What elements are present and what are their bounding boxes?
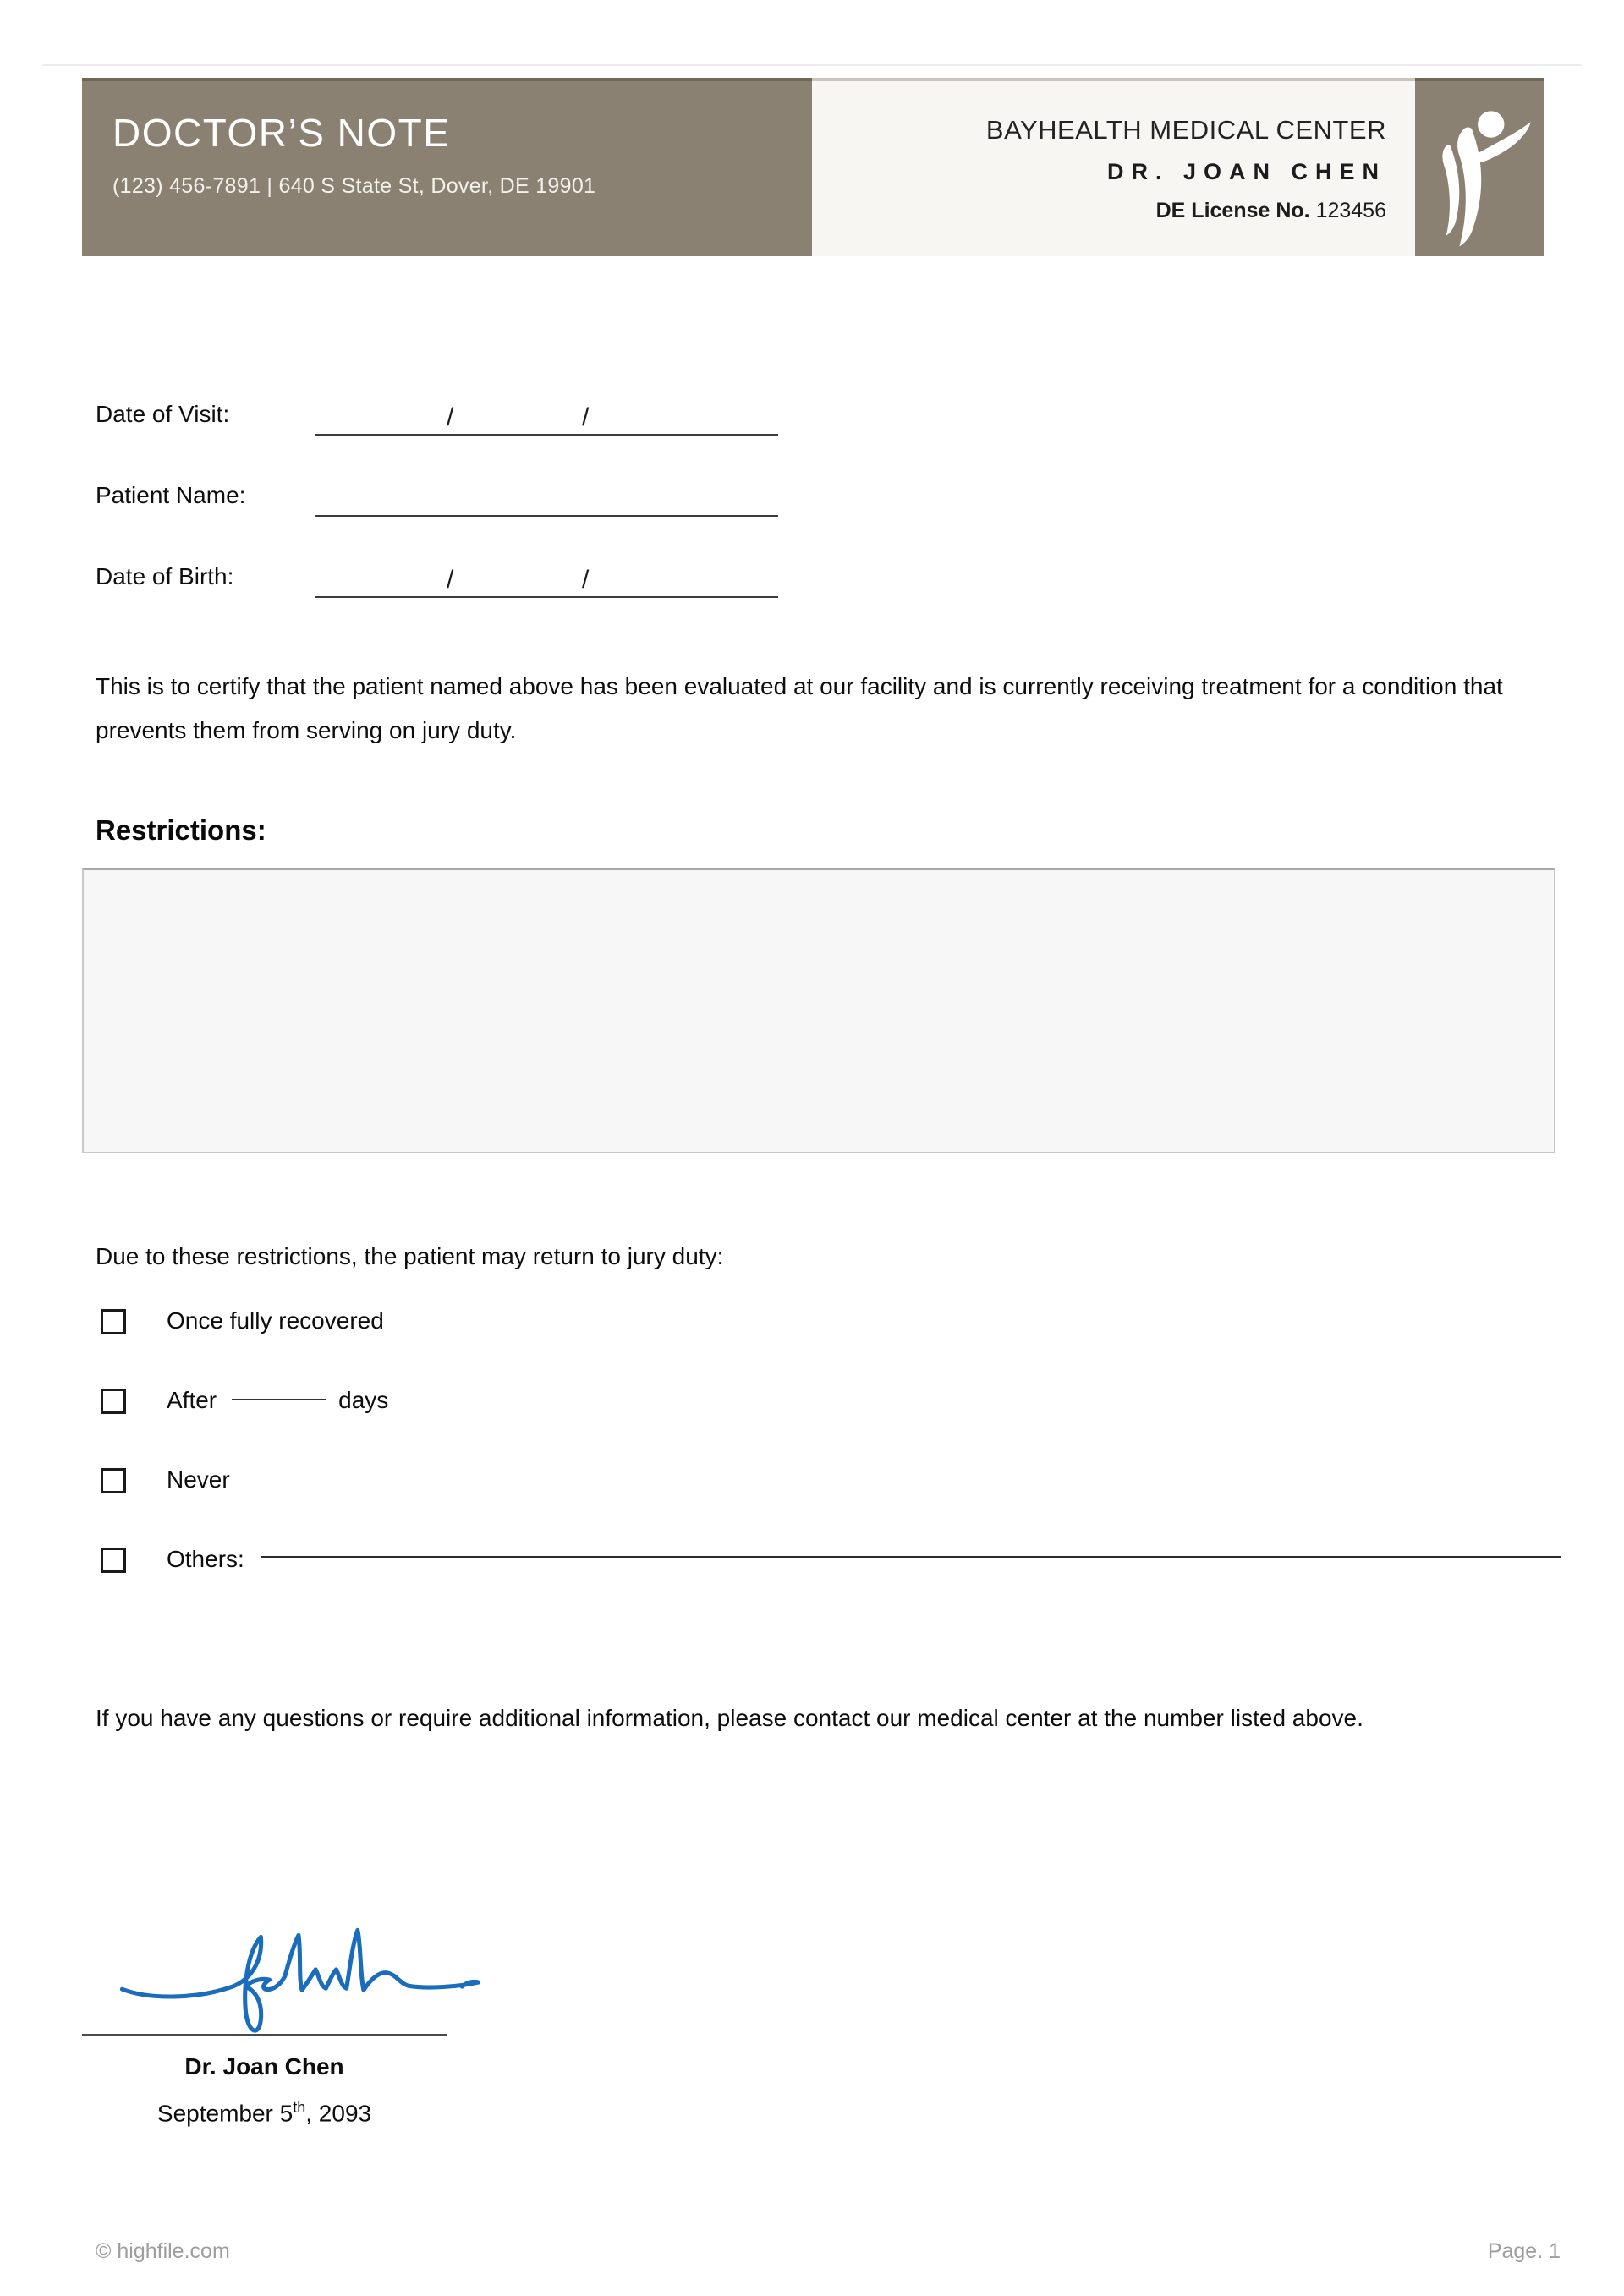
top-hairline-divider xyxy=(42,64,1582,66)
signature-date-year: , 2093 xyxy=(305,2100,372,2127)
certification-text: This is to certify that the patient named above has been evaluated at our facility and is currently receiving treatment for a condition that prevents them from serving on jury duty. xyxy=(96,673,1503,743)
others-input-line[interactable] xyxy=(261,1556,1561,1558)
clinic-name: BAYHEALTH MEDICAL CENTER xyxy=(985,114,1386,145)
date-slash: / xyxy=(582,566,590,594)
after-days-checkbox[interactable] xyxy=(101,1389,126,1414)
signature-line xyxy=(82,2034,447,2036)
return-intro-text: Due to these restrictions, the patient may return to jury duty: xyxy=(96,1243,724,1269)
once-recovered-label: Once fully recovered xyxy=(167,1307,384,1334)
footer-page-number: Page. 1 xyxy=(1487,2239,1561,2263)
others-checkbox[interactable] xyxy=(101,1548,126,1573)
restrictions-input-box[interactable] xyxy=(82,868,1555,1153)
never-label: Never xyxy=(167,1466,230,1493)
after-label: After xyxy=(167,1387,217,1413)
never-checkbox[interactable] xyxy=(101,1468,126,1493)
header-title-block xyxy=(82,78,812,256)
once-recovered-checkbox[interactable] xyxy=(101,1309,126,1334)
patient-name-label: Patient Name: xyxy=(96,482,246,508)
clinic-contact-line: (123) 456-7891 | 640 S State St, Dover, DE 19901 xyxy=(112,174,596,198)
date-slash: / xyxy=(582,403,590,431)
license-label: DE License No. xyxy=(1155,198,1310,222)
days-label: days xyxy=(338,1387,389,1413)
doctor-name: DR. JOAN CHEN xyxy=(1106,158,1386,184)
document-title: DOCTOR’S NOTE xyxy=(112,111,451,155)
license-line xyxy=(1156,199,1386,223)
doctor-signature-image xyxy=(117,1908,486,2045)
after-days-input-line[interactable] xyxy=(232,1399,326,1400)
date-of-visit-label: Date of Visit: xyxy=(96,401,230,427)
person-figure-logo-icon xyxy=(1415,81,1544,256)
restrictions-heading: Restrictions: xyxy=(96,814,266,846)
signature-date-ordinal: th xyxy=(293,2099,306,2116)
date-slash: / xyxy=(447,566,454,594)
signature-date xyxy=(82,2099,447,2127)
license-number: 123456 xyxy=(1309,198,1386,222)
option-row-after-days xyxy=(101,1387,1561,1414)
header xyxy=(82,78,1544,256)
date-of-birth-label: Date of Birth: xyxy=(96,563,234,589)
contact-note-text: If you have any questions or require additional information, please contact our medical center at the number listed above. xyxy=(96,1705,1363,1731)
clinic-logo xyxy=(1415,78,1544,256)
date-of-birth-input-line[interactable] xyxy=(315,596,778,598)
signer-name: Dr. Joan Chen xyxy=(184,2053,344,2080)
footer-copyright: © highfile.com xyxy=(96,2239,230,2263)
option-row-others xyxy=(101,1546,1561,1573)
others-label: Others: xyxy=(167,1546,244,1572)
option-row-once-recovered xyxy=(101,1307,1561,1334)
patient-name-input-line[interactable] xyxy=(315,515,778,517)
date-of-visit-input-line[interactable] xyxy=(315,434,778,436)
option-row-never xyxy=(101,1466,1561,1493)
signature-date-main: September 5 xyxy=(156,2100,294,2127)
date-slash: / xyxy=(447,403,454,431)
header-clinic-block xyxy=(812,78,1415,256)
